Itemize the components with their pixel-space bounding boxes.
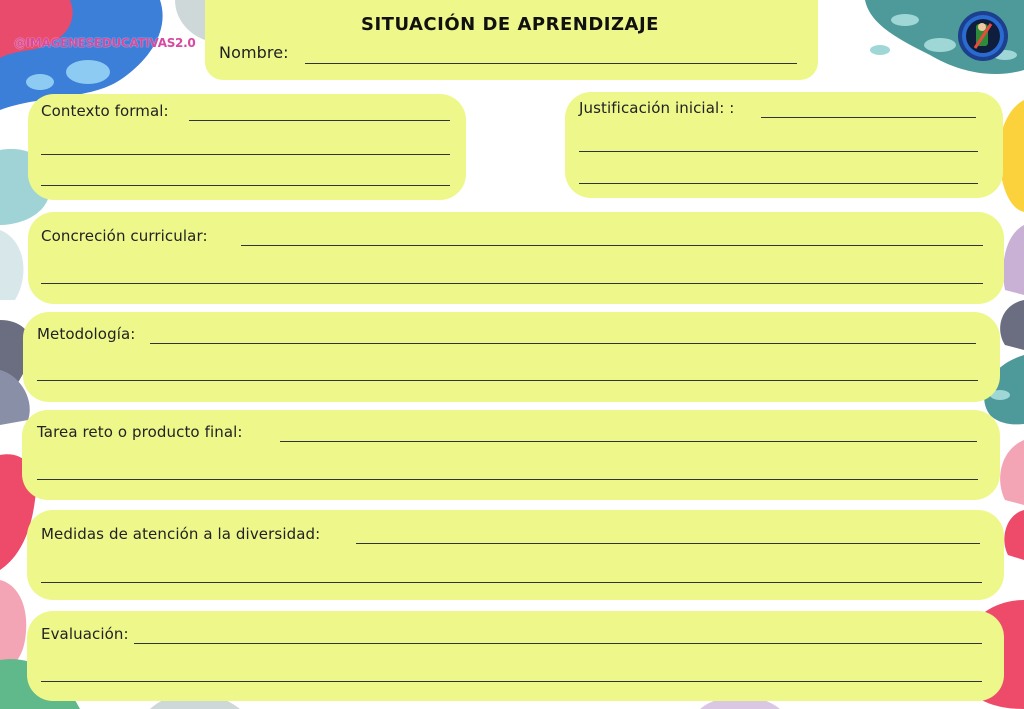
metodologia-line[interactable] [37,380,978,381]
justificacion-inicial-line[interactable] [579,183,978,184]
brand-handle: @IMAGENESEDUCATIVAS2.0 [14,36,196,50]
page-title: SITUACIÓN DE APRENDIZAJE [361,14,659,35]
tarea-reto-line[interactable] [280,441,977,442]
name-label: Nombre: [219,43,289,62]
medidas-atencion-box [27,510,1004,600]
medidas-atencion-line[interactable] [41,582,982,583]
metodologia-line[interactable] [150,343,976,344]
evaluacion-box [27,611,1004,701]
justificacion-inicial-line[interactable] [761,117,976,118]
justificacion-inicial-line[interactable] [579,151,978,152]
concrecion-curricular-label: Concreción curricular: [41,227,208,245]
medidas-atencion-line[interactable] [356,543,980,544]
concrecion-curricular-line[interactable] [41,283,983,284]
metodologia-label: Metodología: [37,325,136,343]
brand-logo-icon [957,10,1009,62]
metodologia-box [23,312,1000,402]
tarea-reto-label: Tarea reto o producto final: [37,423,243,441]
concrecion-curricular-box [28,212,1004,304]
concrecion-curricular-line[interactable] [241,245,983,246]
medidas-atencion-label: Medidas de atención a la diversidad: [41,525,321,543]
evaluacion-line[interactable] [134,643,982,644]
contexto-formal-line[interactable] [189,120,450,121]
justificacion-inicial-label: Justificación inicial: : [579,99,735,117]
evaluacion-line[interactable] [41,681,982,682]
evaluacion-label: Evaluación: [41,625,129,643]
tarea-reto-line[interactable] [37,479,978,480]
contexto-formal-line[interactable] [41,185,450,186]
name-field-line[interactable] [305,63,797,64]
header-box [205,0,818,80]
contexto-formal-line[interactable] [41,154,450,155]
contexto-formal-label: Contexto formal: [41,102,169,120]
